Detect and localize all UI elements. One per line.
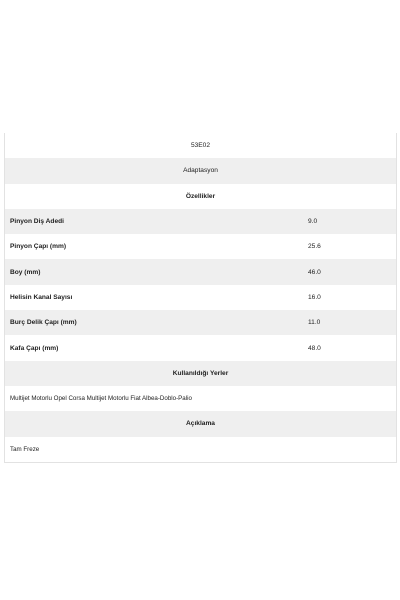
feature-row-head-diameter bbox=[5, 335, 396, 360]
description-text-row bbox=[5, 437, 396, 462]
feature-value: 9.0 bbox=[308, 218, 318, 226]
usage-heading: Kullanıldığı Yerler bbox=[172, 369, 229, 377]
product-category-row bbox=[5, 158, 396, 183]
features-heading-row bbox=[5, 184, 396, 209]
feature-value: 48.0 bbox=[308, 344, 321, 352]
feature-label: Helisin Kanal Sayısı bbox=[10, 293, 73, 301]
description-heading: Açıklama bbox=[186, 420, 215, 428]
feature-row-bushing-bore bbox=[5, 310, 396, 335]
product-code-row bbox=[5, 133, 396, 158]
feature-row-helix-grooves bbox=[5, 285, 396, 310]
features-heading: Özellikler bbox=[185, 192, 216, 200]
product-code: 53E02 bbox=[190, 142, 211, 150]
feature-value: 11.0 bbox=[308, 319, 321, 327]
usage-text: Multijet Motorlu Opel Corsa Multijet Motorlu Fiat Albea-Doblo-Palio bbox=[10, 395, 192, 403]
product-spec-table bbox=[4, 133, 397, 463]
usage-heading-row bbox=[5, 361, 396, 386]
description-heading-row bbox=[5, 411, 396, 436]
feature-row-pinion-diameter bbox=[5, 234, 396, 259]
description-text: Tam Freze bbox=[10, 445, 40, 453]
feature-value: 16.0 bbox=[308, 293, 321, 301]
feature-label: Pinyon Çapı (mm) bbox=[10, 243, 67, 251]
feature-value: 46.0 bbox=[308, 268, 321, 276]
feature-label: Boy (mm) bbox=[10, 268, 41, 276]
feature-value: 25.6 bbox=[308, 243, 321, 251]
feature-label: Burç Delik Çapı (mm) bbox=[10, 319, 77, 327]
feature-label: Pinyon Diş Adedi bbox=[10, 218, 64, 226]
product-category: Adaptasyon bbox=[183, 167, 218, 175]
feature-label: Kafa Çapı (mm) bbox=[10, 344, 59, 352]
feature-row-length bbox=[5, 259, 396, 284]
feature-row-pinion-teeth bbox=[5, 209, 396, 234]
usage-text-row bbox=[5, 386, 396, 411]
